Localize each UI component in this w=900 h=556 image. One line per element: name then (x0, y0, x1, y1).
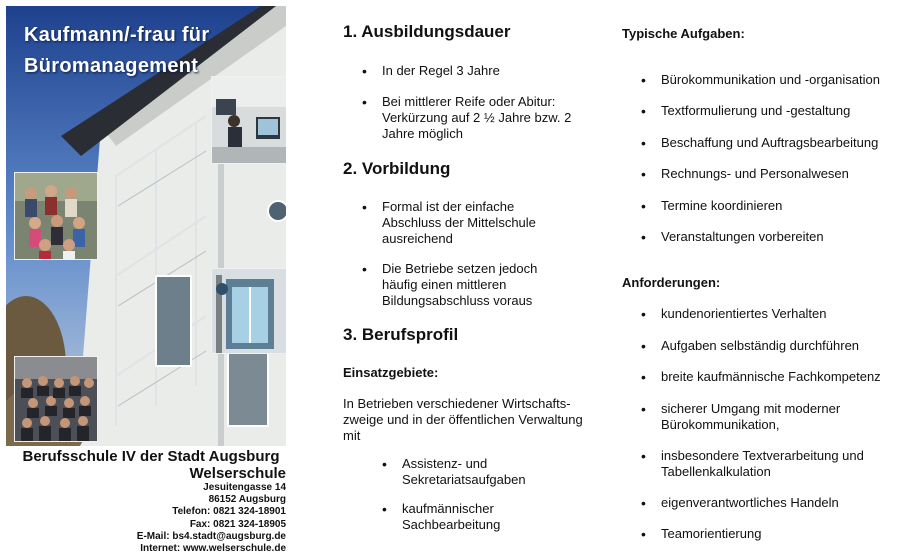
list-item: • Veranstaltungen vorbereiten (661, 229, 896, 245)
list-einsatzgebiete (402, 456, 552, 533)
list-vorbildung (382, 199, 557, 309)
heading-anforderungen: Anforderungen: (622, 275, 721, 290)
class-photo (14, 356, 98, 442)
contact-list (16, 482, 286, 555)
contact-website[interactable]: Internet: www.welserschule.de (140, 543, 286, 555)
list-item: • sicherer Umgang mit moderner Bürokommunikation, (661, 401, 841, 433)
list-item: • Aufgaben selbständig durchführen (661, 338, 896, 354)
list-item: • Teamorientierung (661, 526, 896, 542)
list-ausbildungsdauer (382, 63, 597, 142)
list-item: • Bürokommunikation und -organisation (661, 72, 896, 88)
list-item: • insbesondere Textverarbeitung und Tabellenkalkulation (661, 448, 871, 480)
heading-ausbildungsdauer: 1. Ausbildungsdauer (343, 22, 511, 41)
contact-fax: Fax: 0821 324-18905 (189, 518, 286, 530)
list-item: • Termine koordinieren (661, 198, 896, 214)
list-item: • kundenorientiertes Verhalten (661, 306, 896, 322)
list-item: • Bei mittlerer Reife oder Abitur: Verkürzung auf 2 ½ Jahre bzw. 2 Jahre möglich (382, 94, 572, 142)
contact-email[interactable]: E-Mail: bs4.stadt@augsburg.de (136, 530, 286, 542)
cover-title-line2: Büromanagement (24, 55, 199, 77)
doorway-photo (211, 268, 286, 354)
school-name: Berufsschule IV der Stadt Augsburg (22, 448, 280, 465)
cover-title-line1: Kaufmann/-frau für (24, 24, 210, 46)
list-item: • Die Betriebe setzen jedoch häufig einen mittleren Bildungsabschluss voraus (382, 261, 557, 309)
school-subname: Welserschule (189, 465, 286, 482)
heading-typische-aufgaben: Typische Aufgaben: (622, 26, 745, 41)
list-item: • Formal ist der einfache Abschluss der Mittelschule ausreichend (382, 199, 557, 247)
list-item: • eigenverantwortliches Handeln (661, 495, 896, 511)
list-item: • kaufmännischer Sachbearbeitung (402, 501, 552, 533)
list-anforderungen (661, 306, 896, 542)
contact-address: Jesuitengasse 14 (203, 482, 286, 493)
school-info (16, 448, 286, 555)
cover-panel (6, 6, 286, 446)
cover-title (24, 20, 209, 82)
office-photo (211, 76, 286, 164)
list-item: • Beschaffung und Auftragsbearbeitung (661, 135, 896, 151)
contact-city: 86152 Augsburg (208, 494, 286, 506)
list-typische-aufgaben (661, 72, 896, 245)
list-item: • Textformulierung und -gestaltung (661, 103, 896, 119)
list-item: • breite kaufmännische Fachkompetenz (661, 369, 896, 385)
heading-vorbildung: 2. Vorbildung (343, 159, 451, 178)
list-item: • Assistenz- und Sekretariatsaufgaben (402, 456, 552, 488)
einsatzgebiete-text: In Betrieben verschiedener Wirtschafts-zweige und in der öffentlichen Verwaltung mit (343, 396, 583, 443)
subheading-einsatzgebiete: Einsatzgebiete: (343, 365, 439, 380)
list-item: • Rechnungs- und Personalwesen (661, 166, 896, 182)
contact-phone: Telefon: 0821 324-18901 (172, 506, 286, 518)
students-photo (14, 172, 98, 260)
heading-berufsprofil: 3. Berufsprofil (343, 325, 459, 344)
list-item: • In der Regel 3 Jahre (382, 63, 597, 79)
